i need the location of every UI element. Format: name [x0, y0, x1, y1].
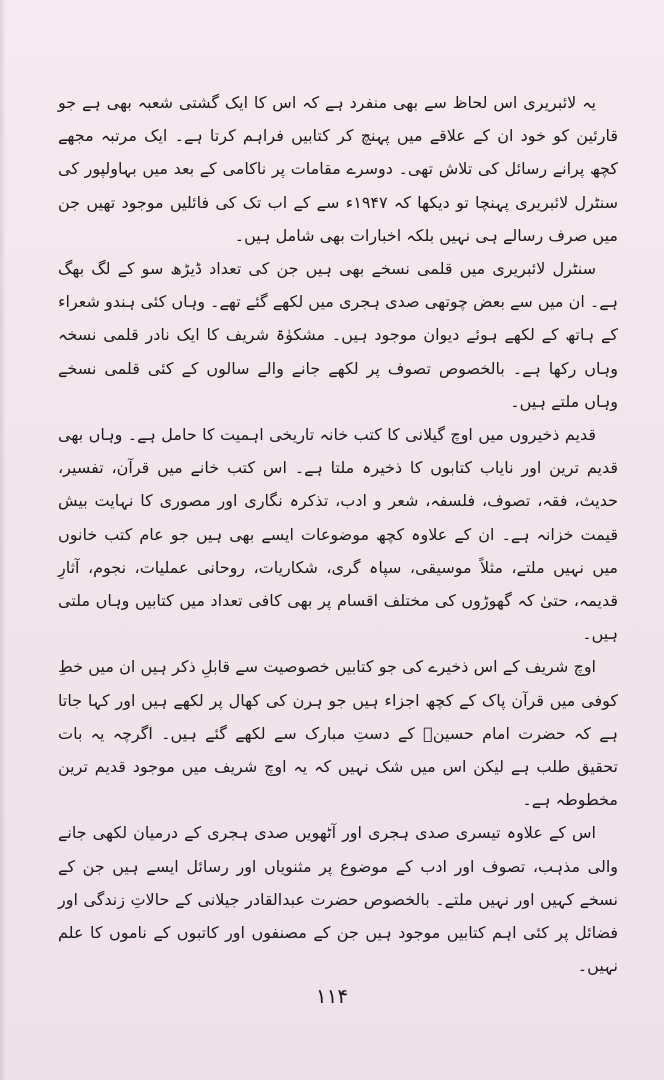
- page-number: ۱۱۴: [315, 984, 349, 1008]
- paragraph-4: اوچ شریف کے اس ذخیرے کی جو کتابیں خصوصیت سے قابلِ ذکر ہیں ان میں خطِ کوفی میں قرآن پاک کے کچھ اجزاء ہیں جو ہرن کی کھال پر لکھے ہیں اور کہا جاتا ہے کہ حضرت امام حسینؑ کے دستِ مبارک سے لکھے گئے ہیں۔ اگرچہ یہ بات تحقیق طلب ہے لیکن اس میں شک نہیں کہ یہ اوچ شریف میں موجود قدیم ترین مخطوطہ ہے۔: [58, 657, 618, 810]
- page-edge-shadow: [0, 0, 6, 1080]
- paragraph-5: اس کے علاوہ تیسری صدی ہجری اور آٹھویں صدی ہجری کے درمیان لکھی جانے والی مذہب، تصوف اور ادب کے موضوع پر مثنویاں اور رسائل ایسے ہیں جن کے نسخے کہیں اور نہیں ملتے۔ بالخصوص حضرت عبدالقادر جیلانی کے حالاتِ زندگی اور فضائل پر کئی اہم کتابیں موجود ہیں جن کے مصنفوں اور کاتبوں کے ناموں کا علم نہیں۔: [58, 823, 618, 976]
- body-text: [58, 86, 618, 982]
- paragraph-3: قدیم ذخیروں میں اوچ گیلانی کا کتب خانہ تاریخی اہمیت کا حامل ہے۔ وہاں بھی قدیم ترین اور نایاب کتابوں کا ذخیرہ ملتا ہے۔ اس کتب خانے میں قرآن، تفسیر، حدیث، فقہ، تصوف، فلسفہ، شعر و ادب، تذکرہ نگاری اور مصوری کا نہایت بیش قیمت خزانہ ہے۔ ان کے علاوہ کچھ موضوعات ایسے بھی ہیں جو عام کتب خانوں میں نہیں ملتے، مثلاً موسیقی، سپاہ گری، شکاریات، روحانی عملیات، نجوم، آثارِ قدیمہ، حتیٰ کہ گھوڑوں کی مختلف اقسام پر بھی کافی تعداد میں کتابیں وہاں ملتی ہیں۔: [58, 425, 618, 644]
- paragraph-1: یہ لائبریری اس لحاظ سے بھی منفرد ہے کہ اس کا ایک گشتی شعبہ بھی ہے جو قارئین کو خود ان کے علاقے میں پہنچ کر کتابیں فراہم کرتا ہے۔ ایک مرتبہ مجھے کچھ پرانے رسائل کی تلاش تھی۔ دوسرے مقامات پر ناکامی کے بعد میں بہاولپور کی سنٹرل لائبریری پہنچا تو دیکھا کہ ۱۹۴۷ء سے کے اب تک کی فائلیں موجود تھیں جن میں صرف رسالے ہی نہیں بلکہ اخبارات بھی شامل ہیں۔: [58, 93, 618, 245]
- paragraph-2: سنٹرل لائبریری میں قلمی نسخے بھی ہیں جن کی تعداد ڈیڑھ سو کے لگ بھگ ہے۔ ان میں سے بعض چوتھی صدی ہجری میں لکھے گئے تھے۔ وہاں کئی ہندو شعراء کے ہاتھ کے لکھے ہوئے دیوان موجود ہیں۔ مشکوٰۃ شریف کا ایک نادر قلمی نسخہ وہاں رکھا ہے۔ بالخصوص تصوف پر لکھے جانے والے سالوں کے کئی قلمی نسخے وہاں ملتے ہیں۔: [58, 259, 618, 411]
